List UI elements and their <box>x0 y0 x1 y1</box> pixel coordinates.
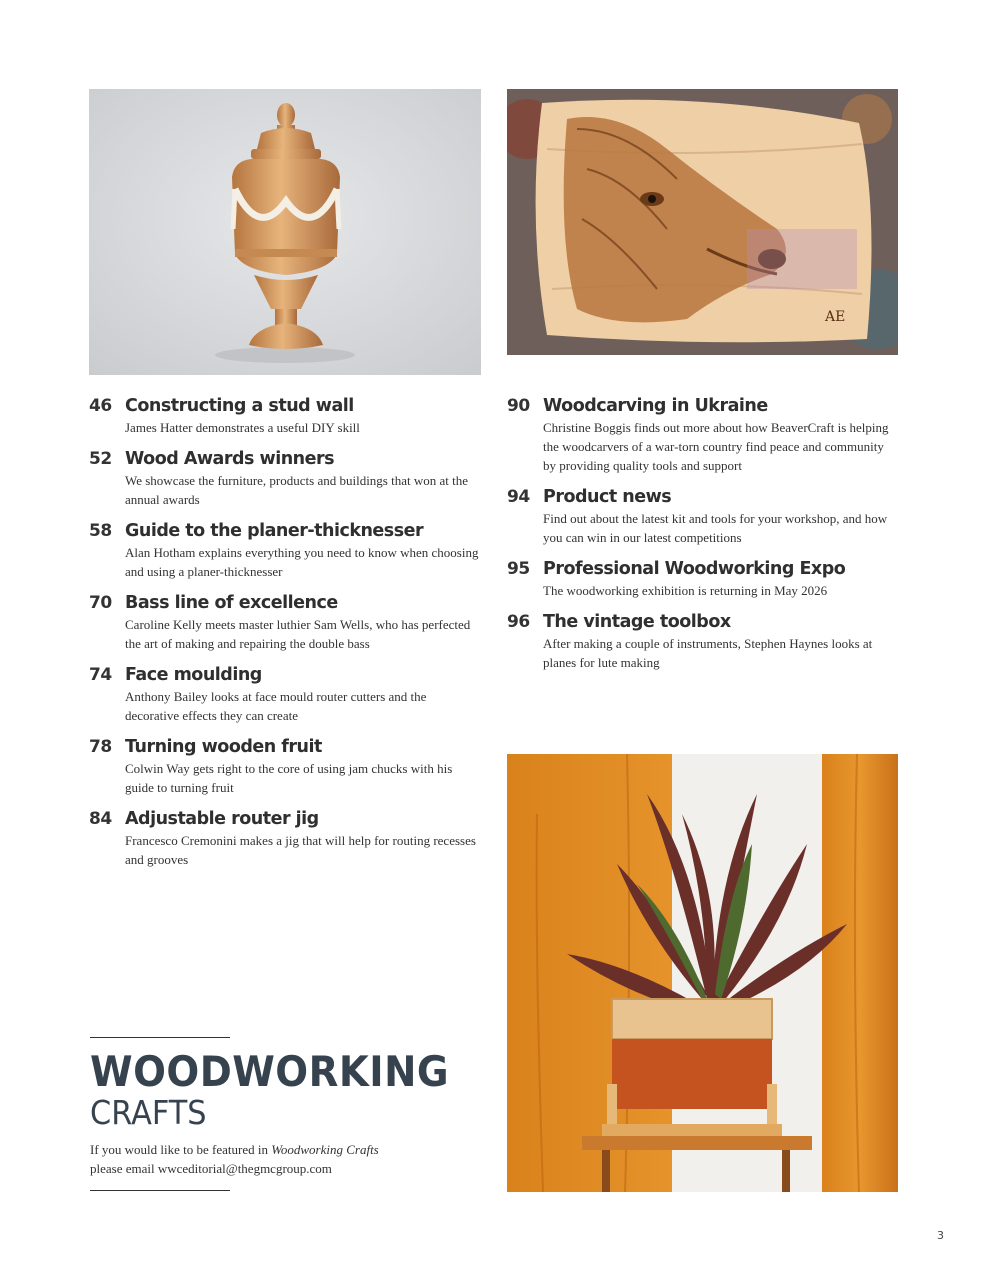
contents-entry[interactable] <box>89 808 481 869</box>
urn-photo <box>89 89 481 375</box>
page-number: 3 <box>937 1229 944 1242</box>
magazine-brand-block <box>90 1037 450 1191</box>
entry-description: Caroline Kelly meets master luthier Sam Wells, who has perfected the art of making and repairing the double bass <box>125 617 471 651</box>
entry-page-number: 84 <box>89 809 112 829</box>
brand-title: WOODWORKING <box>90 1047 450 1096</box>
contents-entry[interactable] <box>89 395 481 437</box>
contents-right-column <box>507 395 898 683</box>
contents-entry[interactable] <box>89 520 481 581</box>
entry-title: Turning wooden fruit <box>125 737 322 757</box>
entry-description: Anthony Bailey looks at face mould router cutters and the decorative effects they can create <box>125 689 427 723</box>
contents-entry[interactable] <box>507 611 898 672</box>
entry-description: We showcase the furniture, products and buildings that won at the annual awards <box>125 473 469 507</box>
entry-title: Wood Awards winners <box>125 449 335 469</box>
submission-note <box>90 1140 450 1178</box>
contents-entry[interactable] <box>89 736 481 797</box>
contents-entry[interactable] <box>89 664 481 725</box>
entry-page-number: 52 <box>89 449 112 469</box>
svg-text:AE: AE <box>825 309 846 325</box>
entry-description: Francesco Cremonini makes a jig that will help for routing recesses and grooves <box>125 833 476 867</box>
entry-title: Guide to the planer-thicknesser <box>125 521 424 541</box>
entry-title: Woodcarving in Ukraine <box>543 396 768 416</box>
divider <box>90 1037 230 1038</box>
contents-left-column <box>89 395 481 880</box>
entry-page-number: 58 <box>89 521 112 541</box>
note-prefix: If you would like to be featured in <box>90 1142 272 1157</box>
contents-entry[interactable] <box>507 558 898 600</box>
pyrography-boar-photo <box>507 89 898 355</box>
entry-page-number: 46 <box>89 396 112 416</box>
entry-title: Professional Woodworking Expo <box>543 559 846 579</box>
entry-description: After making a couple of instruments, Stephen Haynes looks at planes for lute making <box>543 636 873 670</box>
entry-description: Alan Hotham explains everything you need to know when choosing and using a planer-thicknesser <box>125 545 479 579</box>
contents-entry[interactable] <box>89 448 481 509</box>
entry-page-number: 74 <box>89 665 112 685</box>
entry-page-number: 96 <box>507 612 530 632</box>
contents-entry[interactable] <box>507 486 898 547</box>
entry-description: Find out about the latest kit and tools for your workshop, and how you can win in our latest competitions <box>543 511 888 545</box>
entry-title: Bass line of excellence <box>125 593 338 613</box>
entry-page-number: 94 <box>507 487 530 507</box>
divider <box>90 1190 230 1191</box>
planter-photo <box>507 754 898 1192</box>
entry-page-number: 70 <box>89 593 112 613</box>
contents-entry[interactable] <box>89 592 481 653</box>
entry-description: The woodworking exhibition is returning in May 2026 <box>543 583 828 598</box>
brand-subtitle: CRAFTS <box>90 1093 207 1132</box>
entry-description: Colwin Way gets right to the core of using jam chucks with his guide to turning fruit <box>125 761 453 795</box>
contents-entry[interactable] <box>507 395 898 475</box>
entry-title: The vintage toolbox <box>543 612 731 632</box>
entry-title: Constructing a stud wall <box>125 396 354 416</box>
note-magazine-name: Woodworking Crafts <box>271 1142 379 1157</box>
entry-description: James Hatter demonstrates a useful DIY skill <box>125 420 360 435</box>
entry-description: Christine Boggis finds out more about how BeaverCraft is helping the woodcarvers of a war-torn country find peace and community by providing quality tools and support <box>543 420 889 473</box>
entry-title: Product news <box>543 487 672 507</box>
note-email[interactable]: please email wwceditorial@thegmcgroup.com <box>90 1161 332 1176</box>
entry-page-number: 78 <box>89 737 112 757</box>
entry-title: Adjustable router jig <box>125 809 319 829</box>
entry-page-number: 95 <box>507 559 530 579</box>
entry-title: Face moulding <box>125 665 262 685</box>
entry-page-number: 90 <box>507 396 530 416</box>
